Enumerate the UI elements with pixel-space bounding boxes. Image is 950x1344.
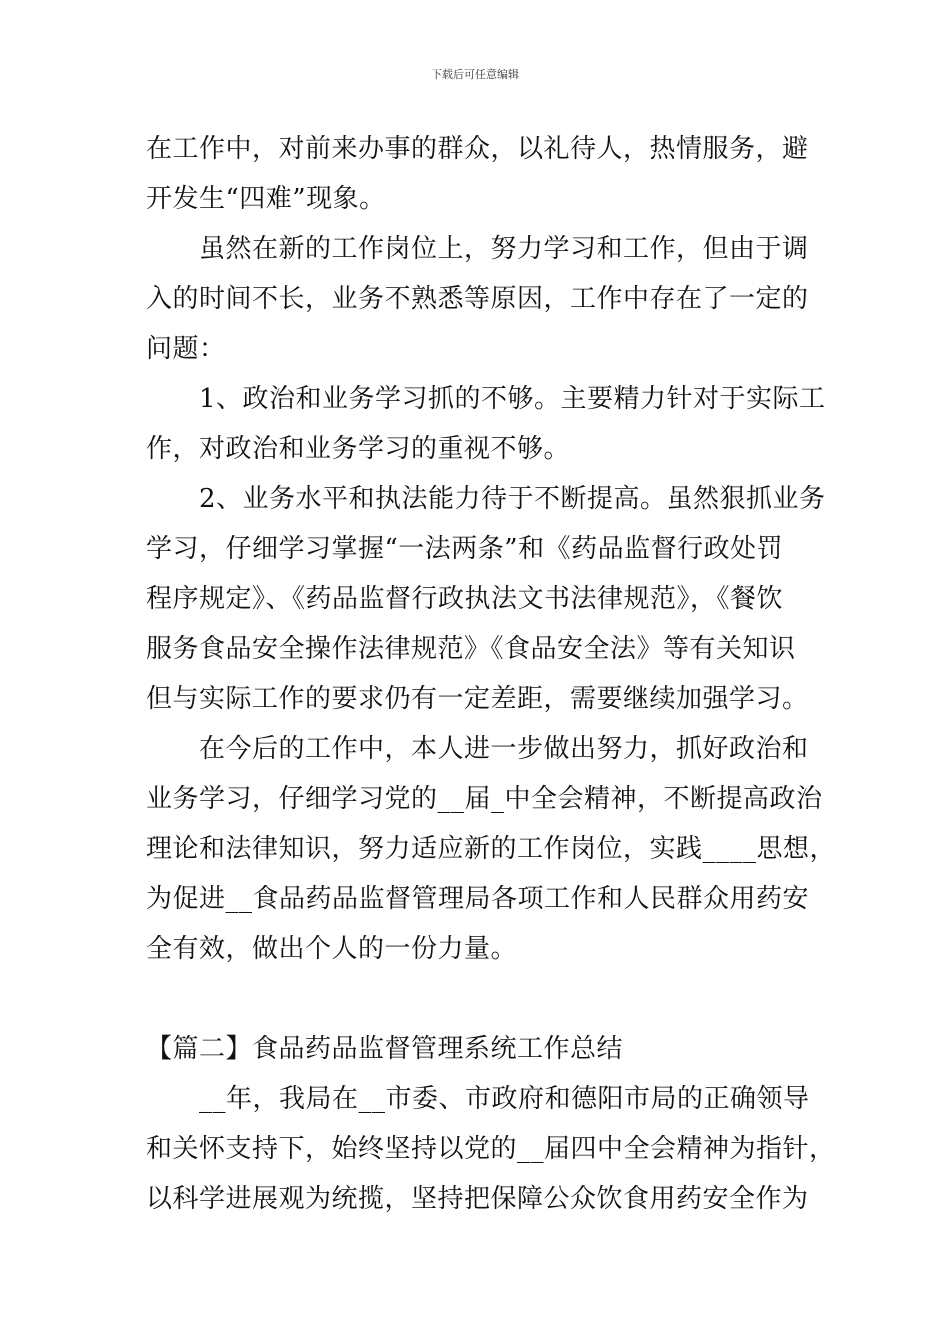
body-line: 作，对政治和业务学习的重视不够。 bbox=[146, 434, 571, 464]
body-line: 理论和法律知识，努力适应新的工作岗位，实践____思想， bbox=[146, 834, 837, 864]
body-line: 2、业务水平和执法能力待于不断提高。虽然狠抓业务 bbox=[146, 484, 826, 514]
body-line: 1、政治和业务学习抓的不够。主要精力针对于实际工 bbox=[146, 384, 826, 414]
body-line: 为促进__食品药品监督管理局各项工作和人民群众用药安 bbox=[146, 884, 810, 914]
body-line: 开发生“四难”现象。 bbox=[146, 184, 386, 214]
body-line: 问题： bbox=[146, 334, 226, 364]
body-line: 业务学习，仔细学习党的__届_中全会精神，不断提高政治 bbox=[146, 784, 823, 814]
body-line: 程序规定》、《药品监督行政执法文书法律规范》，《餐饮 bbox=[146, 584, 784, 614]
body-line: 在工作中，对前来办事的群众，以礼待人，热情服务，避 bbox=[146, 134, 809, 164]
body-line: 虽然在新的工作岗位上，努力学习和工作，但由于调 bbox=[146, 234, 809, 264]
body-line: 学习，仔细学习掌握“一法两条”和《药品监督行政处罚 bbox=[146, 534, 784, 564]
section-heading: 【篇二】食品药品监督管理系统工作总结 bbox=[146, 1034, 624, 1064]
body-line: 在今后的工作中，本人进一步做出努力，抓好政治和 bbox=[146, 734, 809, 764]
page-header-note: 下载后可任意编辑 bbox=[431, 68, 519, 81]
body-line: 入的时间不长，业务不熟悉等原因，工作中存在了一定的 bbox=[146, 284, 809, 314]
body-line: 以科学进展观为统揽，坚持把保障公众饮食用药安全作为 bbox=[146, 1184, 809, 1214]
body-line: __年，我局在__市委、市政府和德阳市局的正确领导 bbox=[146, 1084, 810, 1114]
body-line: 但与实际工作的要求仍有一定差距，需要继续加强学习。 bbox=[146, 684, 809, 714]
body-line: 和关怀支持下，始终坚持以党的__届四中全会精神为指针， bbox=[146, 1134, 836, 1164]
body-line: 全有效，做出个人的一份力量。 bbox=[146, 934, 518, 964]
body-line: 服务食品安全操作法律规范》《食品安全法》等有关知识 bbox=[146, 634, 796, 664]
